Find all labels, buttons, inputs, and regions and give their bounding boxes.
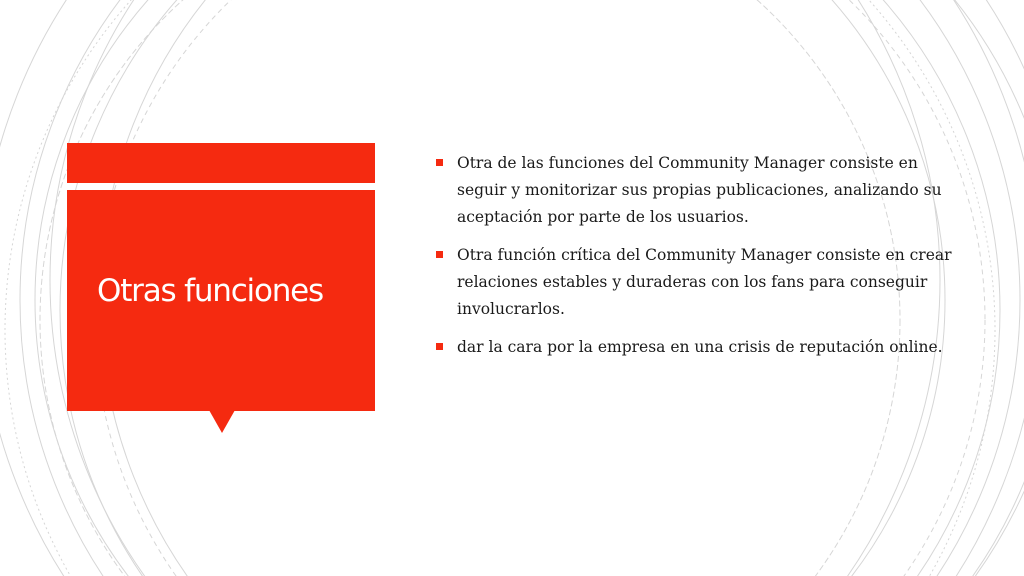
square-bullet-icon <box>436 159 443 166</box>
square-bullet-icon <box>436 251 443 258</box>
slide-title: Otras funciones <box>97 273 324 309</box>
square-bullet-icon <box>436 343 443 350</box>
bullet-item <box>436 150 966 231</box>
bullet-item <box>436 334 966 361</box>
title-callout-box <box>67 190 375 411</box>
title-accent-strip <box>67 143 375 183</box>
bullet-text: Otra de las funciones del Community Manager consiste en seguir y monitorizar sus propias publicaciones, analizando su aceptación por parte de los usuarios. <box>457 154 942 226</box>
bullet-list <box>436 150 966 372</box>
callout-pointer <box>209 410 235 433</box>
bullet-text: dar la cara por la empresa en una crisis de reputación online. <box>457 338 943 356</box>
bullet-text: Otra función crítica del Community Manager consiste en crear relaciones estables y duraderas con los fans para conseguir involucrarlos. <box>457 246 952 318</box>
bullet-item <box>436 242 966 323</box>
